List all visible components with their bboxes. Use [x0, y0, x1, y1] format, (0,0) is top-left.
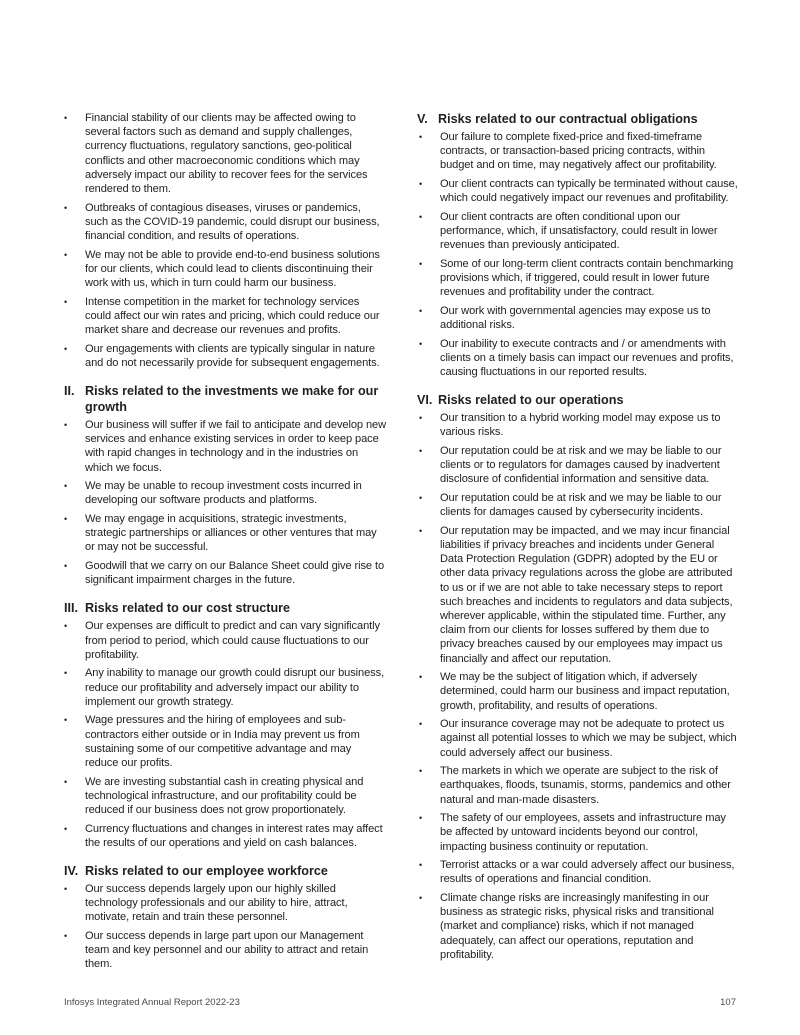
- section-employee-workforce: [64, 863, 386, 972]
- section-title: Risks related to our operations: [438, 393, 624, 408]
- list-item: • Our expenses are difficult to predict and can vary significantly from period to period, which could cause fluctuations to our profitability.: [64, 619, 386, 662]
- section-number: II.: [64, 384, 75, 399]
- list-item: • We may be the subject of litigation which, if adversely determined, could harm our business and impact reputation, growth, profitability, and results of operations.: [419, 670, 739, 713]
- list-item: • Outbreaks of contagious diseases, viruses or pandemics, such as the COVID-19 pandemic, could disrupt our business, financial condition, and results of operations.: [64, 201, 386, 244]
- list-item: • Currency fluctuations and changes in interest rates may affect the results of our operations and yield on cash balances.: [64, 822, 386, 850]
- footer-page-number: 107: [720, 997, 736, 1008]
- risk-list: [64, 619, 386, 850]
- left-column: [64, 111, 386, 985]
- list-item: • Our reputation may be impacted, and we may incur financial liabilities if privacy breaches and incidents under General Data Protection Regulation (GDPR) adopted by the EU or other data privacy regulations across the globe are attributed to us or if we are not able to take necessary steps to report such breaches and incidents to regulators and data subjects, wherever applicable, within the stipulated time. Further, any claim from our clients for losses suffered by them due to privacy breaches caused by our employees may impact us financially and affect our reputation.: [419, 524, 739, 666]
- section-heading: [417, 392, 739, 408]
- list-item: • Climate change risks are increasingly manifesting in our business as strategic risks, physical risks and transitional (market and compliance) risks, which if not managed adequately, can affect our operations, reputation and profitability.: [419, 891, 739, 962]
- list-item: • We may be unable to recoup investment costs incurred in developing our software products and platforms.: [64, 479, 386, 507]
- section-title: Risks related to our cost structure: [85, 601, 291, 616]
- section-title: Risks related to our employee workforce: [85, 864, 328, 879]
- list-item: • Our success depends in large part upon our Management team and key personnel and our ability to attract and retain them.: [64, 929, 386, 972]
- list-item: • Our business will suffer if we fail to anticipate and develop new services and enhance existing services in order to keep pace with rapid changes in technology and in the industries on which we focus.: [64, 418, 386, 475]
- list-item: • Wage pressures and the hiring of employees and sub-contractors either outside or in India may prevent us from sustaining some of our competitive advantage and may reduce our profits.: [64, 713, 386, 770]
- section-investments: [64, 383, 386, 587]
- list-item: • Our client contracts are often conditional upon our performance, which, if unsatisfactory, could result in lower revenues than previously anticipated.: [419, 210, 739, 253]
- list-item: • Goodwill that we carry on our Balance Sheet could give rise to significant impairment charges in the future.: [64, 559, 386, 587]
- section-number: III.: [64, 601, 78, 616]
- list-item: • We are investing substantial cash in creating physical and technological infrastructure, and our profitability could be reduced if our business does not grow proportionately.: [64, 775, 386, 818]
- list-item: • We may engage in acquisitions, strategic investments, strategic partnerships or alliances or other ventures that may or may not be successful.: [64, 512, 386, 555]
- list-item: • Some of our long-term client contracts contain benchmarking provisions which, if triggered, could result in lower future revenues and profitability under the contract.: [419, 257, 739, 300]
- section-title: Risks related to the investments we make for our growth: [85, 384, 379, 415]
- section-contractual-obligations: [417, 111, 739, 379]
- list-item: • Intense competition in the market for technology services could affect our win rates and pricing, which could reduce our market share and decrease our revenues and profits.: [64, 295, 386, 338]
- risk-list: [419, 130, 739, 379]
- section-heading: [417, 111, 739, 127]
- risk-list: [419, 411, 739, 962]
- section-title: Risks related to our contractual obligations: [438, 112, 698, 126]
- list-item: • Our engagements with clients are typically singular in nature and do not necessarily provide for subsequent engagements.: [64, 342, 386, 370]
- right-column: [417, 111, 739, 975]
- section-heading: [64, 863, 386, 879]
- section-operations: [417, 392, 739, 962]
- list-item: • We may not be able to provide end-to-end business solutions for our clients, which could lead to clients discontinuing their work with us, which in turn could harm our business.: [64, 248, 386, 291]
- list-item: • Our insurance coverage may not be adequate to protect us against all potential losses to which we may be subject, which could adversely affect our business.: [419, 717, 739, 760]
- list-item: • Our work with governmental agencies may expose us to additional risks.: [419, 304, 739, 332]
- section-heading: [64, 383, 386, 415]
- section-cost-structure: [64, 600, 386, 850]
- list-item: • Our failure to complete fixed-price and fixed-timeframe contracts, or transaction-based pricing contracts, within budget and on time, may negatively affect our profitability.: [419, 130, 739, 173]
- risk-list: [64, 882, 386, 972]
- footer-report-title: Infosys Integrated Annual Report 2022-23: [64, 997, 240, 1008]
- list-item: • Any inability to manage our growth could disrupt our business, reduce our profitability and adversely impact our ability to implement our growth strategy.: [64, 666, 386, 709]
- list-item: • The safety of our employees, assets and infrastructure may be affected by untoward incidents beyond our control, impacting business continuity or reputation.: [419, 811, 739, 854]
- section-heading: [64, 600, 386, 616]
- section-number: IV.: [64, 864, 79, 879]
- list-item: • Our success depends largely upon our highly skilled technology professionals and our ability to hire, attract, motivate, retain and train these personnel.: [64, 882, 386, 925]
- list-item: • Our client contracts can typically be terminated without cause, which could negatively impact our revenues and profitability.: [419, 177, 739, 205]
- list-item: • Financial stability of our clients may be affected owing to several factors such as demand and supply challenges, currency fluctuations, regulatory sanctions, geo-political conflicts and other macroeconomic conditions which may adversely impact our ability to recover fees for the services rendered to them.: [64, 111, 386, 196]
- section-number: VI.: [417, 393, 433, 408]
- section-number: V.: [417, 112, 428, 126]
- list-item: • The markets in which we operate are subject to the risk of earthquakes, floods, tsunamis, storms, pandemics and other natural and man-made disasters.: [419, 764, 739, 807]
- list-item: • Our reputation could be at risk and we may be liable to our clients for damages caused by cybersecurity incidents.: [419, 491, 739, 519]
- list-item: • Our transition to a hybrid working model may expose us to various risks.: [419, 411, 739, 439]
- list-item: • Terrorist attacks or a war could adversely affect our business, results of operations and financial condition.: [419, 858, 739, 886]
- list-item: • Our inability to execute contracts and / or amendments with clients on a timely basis can impact our revenues and profits, causing fluctuations in our reported results.: [419, 337, 739, 380]
- intro-risk-list: [64, 111, 386, 370]
- list-item: • Our reputation could be at risk and we may be liable to our clients or to regulators for damages caused by inadvertent disclosure of confidential information and sensitive data.: [419, 444, 739, 487]
- risk-list: [64, 418, 386, 587]
